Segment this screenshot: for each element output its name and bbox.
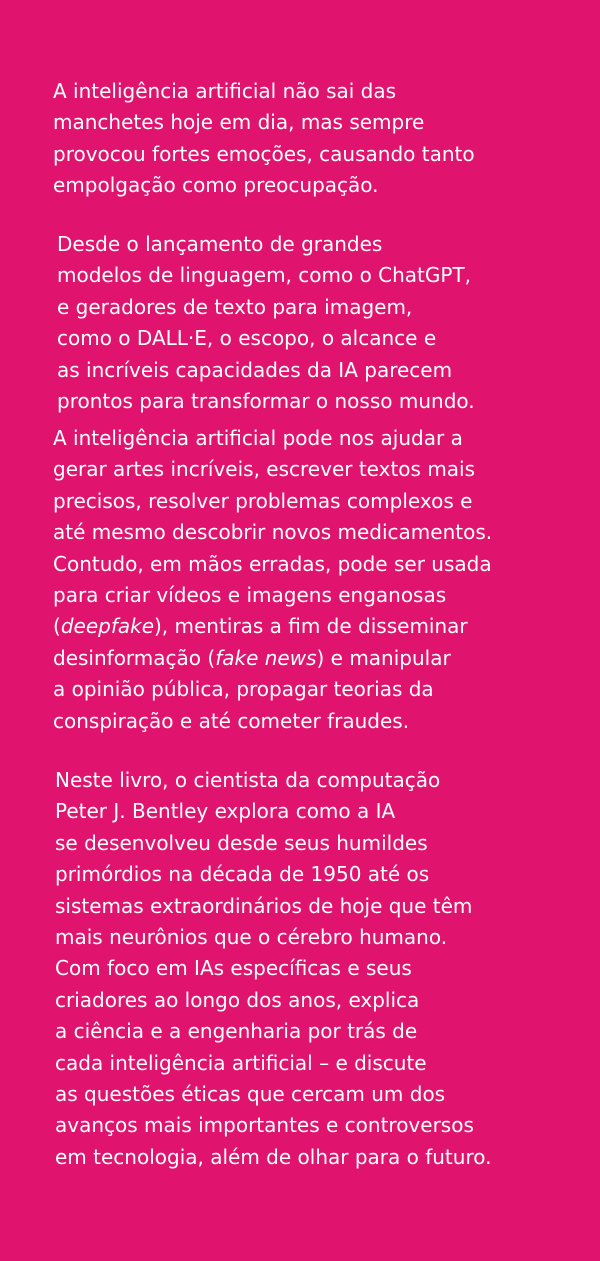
text-line: gerar artes incríveis, escrever textos mais xyxy=(53,457,476,482)
text-line: mais neurônios que o cérebro humano. xyxy=(55,925,448,950)
text-line: cada inteligência artificial – e discute xyxy=(55,1050,427,1075)
text-line: modelos de linguagem, como o ChatGPT, xyxy=(57,263,472,288)
text-line: as incríveis capacidades da IA parecem xyxy=(57,357,453,382)
text-line: manchetes hoje em dia, mas sempre xyxy=(53,110,425,135)
text-line: conspiração e até cometer fraudes. xyxy=(53,708,410,733)
text-segment: desinformação ( xyxy=(53,645,216,670)
text-line: sistemas extraordinários de hoje que têm xyxy=(55,893,473,918)
text-line: A inteligência artificial não sai das xyxy=(53,79,397,103)
text-segment: ) e manipular xyxy=(316,645,451,670)
text-line: como o DALL·E, o escopo, o alcance e xyxy=(57,326,437,351)
text-line: avanços mais importantes e controversos xyxy=(55,1113,474,1138)
text-line: primórdios na década de 1950 até os xyxy=(55,862,430,887)
deepfake-term: deepfake xyxy=(60,614,154,639)
book-summary-paragraph xyxy=(53,765,575,1173)
text-line: criadores ao longo dos anos, explica xyxy=(55,987,420,1012)
text-line: para criar vídeos e imagens enganosas xyxy=(53,583,447,608)
text-line: Desde o lançamento de grandes xyxy=(57,232,383,256)
intro-paragraph xyxy=(53,76,573,202)
llm-paragraph xyxy=(53,229,577,417)
fake-news-term: fake news xyxy=(215,645,317,670)
text-segment: ( xyxy=(53,614,61,639)
text-line: provocou fortes emoções, causando tanto xyxy=(53,141,475,166)
text-segment: ), mentiras a fim de disseminar xyxy=(154,614,468,639)
text-line: Neste livro, o cientista da computação xyxy=(55,768,441,792)
text-line: empolgação como preocupação. xyxy=(53,173,379,198)
uses-paragraph xyxy=(53,423,573,737)
text-line: até mesmo descobrir novos medicamentos. xyxy=(53,520,493,545)
text-line: precisos, resolver problemas complexos e xyxy=(53,488,473,513)
text-line: se desenvolveu desde seus humildes xyxy=(55,830,428,855)
text-line: a ciência e a engenharia por trás de xyxy=(55,1019,418,1044)
text-line: Com foco em IAs específicas e seus xyxy=(55,956,412,981)
text-line xyxy=(53,643,573,674)
text-line: Contudo, em mãos erradas, pode ser usada xyxy=(53,551,492,576)
text-line: A inteligência artificial pode nos ajudar a xyxy=(53,426,463,450)
text-line: prontos para transformar o nosso mundo. xyxy=(57,389,475,414)
text-line: em tecnologia, além de olhar para o futuro. xyxy=(55,1144,492,1169)
text-line: a opinião pública, propagar teorias da xyxy=(53,677,434,702)
text-line xyxy=(53,611,573,642)
text-line: as questões éticas que cercam um dos xyxy=(55,1082,446,1107)
text-line: Peter J. Bentley explora como a IA xyxy=(55,799,396,824)
text-line: e geradores de texto para imagem, xyxy=(57,294,413,319)
